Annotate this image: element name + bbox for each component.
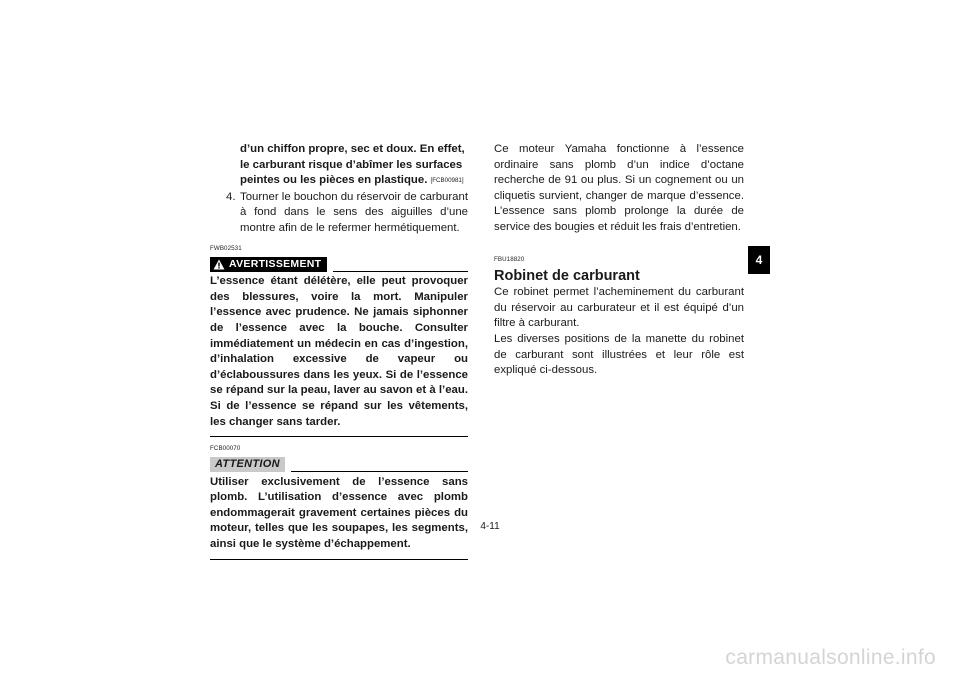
section-paragraph-2: Les diverses positions de la manette du robinet de carburant sont illustrées et leur rôle est expliqué ci-dessous. (494, 332, 744, 377)
caution-code: [FCB00981] (430, 177, 464, 185)
caution-line-1: d’un chiffon propre, sec et doux. En effet, (240, 143, 465, 155)
section-title: Robinet de carburant (494, 268, 640, 285)
warning-triangle-icon (213, 259, 225, 270)
attention-code: FCB00070 (210, 445, 241, 453)
warning-header (210, 257, 468, 272)
warning-code: FWB02531 (210, 244, 242, 252)
continued-caution-text (210, 142, 468, 189)
step-text: Tourner le bouchon du réservoir de carburant à fond dans le sens des aiguilles d’une montre afin de le refermer hermétiquement. (240, 190, 468, 234)
attention-header (210, 457, 468, 472)
intro-paragraph: Ce moteur Yamaha fonctionne à l’essence ordinaire sans plomb d’un indice d’octane recherche de 91 ou plus. Si un cognement ou un cliquetis survient, changer de marque d’essence. L’essence sans plomb prolonge la durée de service des bougies et réduit les frais d’entretien. (494, 143, 744, 233)
warning-text: L’essence étant délétère, elle peut provoquer des blessures, voire la mort. Manipuler l’essence avec prudence. Ne jamais siphonner de l’essence avec la bouche. Consulter immédiatement un médecin en cas d’ingestion, d’inhalation excessive de vapeur ou d’éclaboussures dans les yeux. Si de l’essence se répand sur la peau, laver au savon et à l’eau. Si de l’essence se répand sur les vêtements, les changer sans tarder. (210, 275, 468, 428)
watermark: carmanualsonline.info (725, 646, 936, 669)
warning-bottom-rule (210, 436, 468, 437)
attention-rule (291, 471, 468, 472)
chapter-tab: 4 (748, 246, 770, 274)
warning-rule (333, 271, 468, 272)
right-column (494, 142, 744, 379)
step-number: 4. (226, 190, 236, 203)
step-4 (210, 190, 468, 237)
attention-badge: ATTENTION (210, 457, 285, 472)
attention-bottom-rule (210, 559, 468, 560)
section-paragraph-1: Ce robinet permet l’acheminement du carburant du réservoir au carburateur et il est équipé d’un filtre à carburant. (494, 286, 744, 330)
caution-line-3: peintes ou les pièces en plastique. (240, 174, 428, 187)
section-code: FBU18820 (494, 255, 525, 263)
caution-line-2: le carburant risque d’abîmer les surfaces (240, 158, 463, 171)
warning-badge (210, 257, 327, 272)
warning-label: AVERTISSEMENT (229, 257, 322, 270)
page-number: 4-11 (480, 521, 500, 532)
attention-text: Utiliser exclusivement de l’essence sans plomb. L’utilisation d’essence avec plomb endommagerait gravement certaines pièces du moteur, telles que les soupapes, les segments, ainsi que le système d’échappement. (210, 475, 468, 551)
left-column (210, 142, 468, 560)
